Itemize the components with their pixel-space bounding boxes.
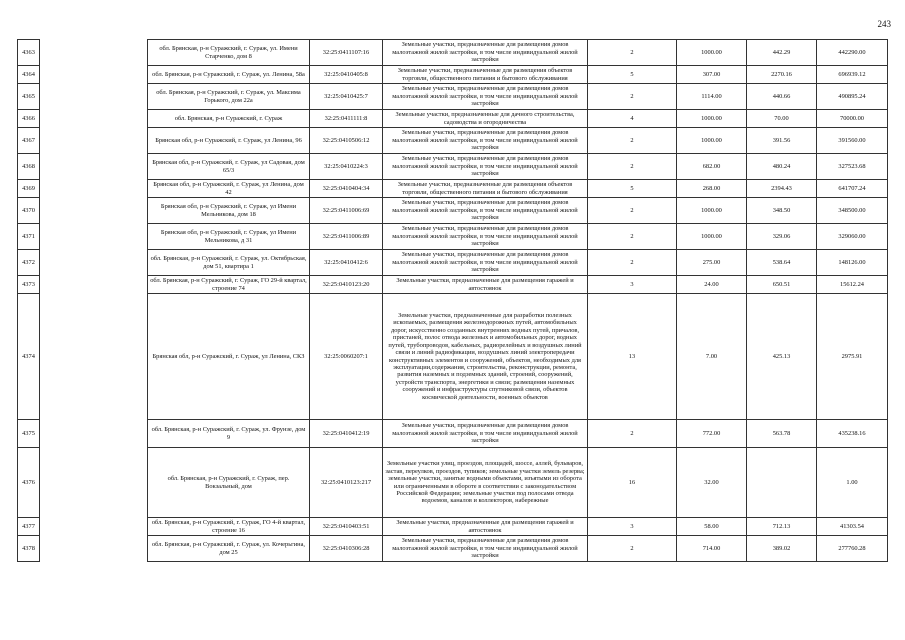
row-spacer xyxy=(40,66,148,84)
area-cell: 7.00 xyxy=(677,294,747,420)
address-cell: обл. Брянская, р-н Суражский, г. Сураж, ул. Ленина, 58а xyxy=(148,66,310,84)
address-cell: обл. Брянская, р-н Суражский, г. Сураж, ул. Кочерьгина, дом 25 xyxy=(148,536,310,562)
cadastral-value-cell: 148126.00 xyxy=(817,250,888,276)
table-row xyxy=(18,448,888,518)
row-number: 4371 xyxy=(18,224,40,250)
rate-cell: 650.51 xyxy=(747,276,817,294)
address-cell: обл. Брянская, р-н Суражский, г. Сураж, ул. Максима Горького, дом 22а xyxy=(148,84,310,110)
table-row xyxy=(18,276,888,294)
row-spacer xyxy=(40,224,148,250)
row-number: 4364 xyxy=(18,66,40,84)
use-group-cell: 3 xyxy=(588,276,677,294)
rate-cell: 538.64 xyxy=(747,250,817,276)
address-cell: обл. Брянская, р-н Суражский, г. Сураж, пер. Вокзальный, дом xyxy=(148,448,310,518)
row-spacer xyxy=(40,198,148,224)
cadastral-value-cell: 277760.28 xyxy=(817,536,888,562)
table-row xyxy=(18,180,888,198)
row-number: 4376 xyxy=(18,448,40,518)
land-use-cell: Земельные участки, предназначенные для размещения гаражей и автостоянок xyxy=(383,276,588,294)
land-use-cell: Земельные участки, предназначенные для размещения домов малоэтажной жилой застройки, в том числе индивидуальной жилой застройки xyxy=(383,40,588,66)
rate-cell: 389.02 xyxy=(747,536,817,562)
use-group-cell: 2 xyxy=(588,250,677,276)
row-spacer xyxy=(40,84,148,110)
table-row xyxy=(18,66,888,84)
use-group-cell: 5 xyxy=(588,66,677,84)
area-cell: 268.00 xyxy=(677,180,747,198)
cadastral-value-cell: 1.00 xyxy=(817,448,888,518)
area-cell: 1000.00 xyxy=(677,40,747,66)
address-cell: обл. Брянская, р-н Суражский, г. Сураж, ул. Имени Старченко, дом 8 xyxy=(148,40,310,66)
row-spacer xyxy=(40,448,148,518)
area-cell: 32.00 xyxy=(677,448,747,518)
use-group-cell: 2 xyxy=(588,128,677,154)
table-row xyxy=(18,536,888,562)
rate-cell xyxy=(747,448,817,518)
cadastral-value-cell: 2975.91 xyxy=(817,294,888,420)
land-use-cell: Земельные участки улиц, проездов, площадей, шоссе, аллей, бульваров, застав, переулков, проездов, тупиков; земельные участки земель резерва; земельные участки, занятые водными объектами, изъятыми из оборота или ограниченными в обороте в соответствии с законодательством Российской Федерации; земельные участки под полосами отвода водоемов, каналов и коллекторов, набережные xyxy=(383,448,588,518)
row-spacer xyxy=(40,518,148,536)
row-spacer xyxy=(40,420,148,448)
cadastral-number-cell: 32:25:0410123:217 xyxy=(310,448,383,518)
use-group-cell: 2 xyxy=(588,154,677,180)
address-cell: Брянская обл, р-н Суражский, г. Сураж, ул Ленина, 96 xyxy=(148,128,310,154)
table-row xyxy=(18,250,888,276)
land-use-cell: Земельные участки, предназначенные для размещения домов малоэтажной жилой застройки, в том числе индивидуальной жилой застройки xyxy=(383,250,588,276)
cadastral-value-cell: 348500.00 xyxy=(817,198,888,224)
row-spacer xyxy=(40,180,148,198)
use-group-cell: 13 xyxy=(588,294,677,420)
area-cell: 58.00 xyxy=(677,518,747,536)
cadastral-value-cell: 329060.00 xyxy=(817,224,888,250)
land-use-cell: Земельные участки, предназначенные для размещения объектов торговли, общественного питания и бытового обслуживания xyxy=(383,180,588,198)
cadastral-value-cell: 442290.00 xyxy=(817,40,888,66)
use-group-cell: 2 xyxy=(588,224,677,250)
row-number: 4365 xyxy=(18,84,40,110)
row-number: 4372 xyxy=(18,250,40,276)
area-cell: 24.00 xyxy=(677,276,747,294)
cadastral-number-cell: 32:25:0410412:6 xyxy=(310,250,383,276)
row-spacer xyxy=(40,154,148,180)
cadastral-number-cell: 32:25:0410506:12 xyxy=(310,128,383,154)
row-spacer xyxy=(40,250,148,276)
table-body xyxy=(18,40,888,562)
table-row xyxy=(18,40,888,66)
rate-cell: 440.66 xyxy=(747,84,817,110)
land-use-cell: Земельные участки, предназначенные для размещения домов малоэтажной жилой застройки, в том числе индивидуальной жилой застройки xyxy=(383,536,588,562)
land-use-cell: Земельные участки, предназначенные для размещения объектов торговли, общественного питания и бытового обслуживания xyxy=(383,66,588,84)
cadastral-number-cell: 32:25:0410404:34 xyxy=(310,180,383,198)
address-cell: обл. Брянская, р-н Суражский, г. Сураж, ГО 29-й квартал, строение 74 xyxy=(148,276,310,294)
cadastral-number-cell: 32:25:0411111:8 xyxy=(310,110,383,128)
row-number: 4378 xyxy=(18,536,40,562)
table-row xyxy=(18,128,888,154)
rate-cell: 70.00 xyxy=(747,110,817,128)
area-cell: 682.00 xyxy=(677,154,747,180)
table-row xyxy=(18,154,888,180)
row-number: 4377 xyxy=(18,518,40,536)
cadastral-number-cell: 32:25:0060207:1 xyxy=(310,294,383,420)
rate-cell: 329.06 xyxy=(747,224,817,250)
use-group-cell: 5 xyxy=(588,180,677,198)
address-cell: обл. Брянская, р-н Суражский, г. Сураж xyxy=(148,110,310,128)
use-group-cell: 2 xyxy=(588,84,677,110)
row-number: 4370 xyxy=(18,198,40,224)
row-number: 4366 xyxy=(18,110,40,128)
row-number: 4375 xyxy=(18,420,40,448)
cadastral-number-cell: 32:25:0410412:19 xyxy=(310,420,383,448)
cadastral-number-cell: 32:25:0411006:89 xyxy=(310,224,383,250)
area-cell: 1114.00 xyxy=(677,84,747,110)
cadastral-number-cell: 32:25:0410405:8 xyxy=(310,66,383,84)
land-use-cell: Земельные участки, предназначенные для размещения домов малоэтажной жилой застройки, в том числе индивидуальной жилой застройки xyxy=(383,420,588,448)
rate-cell: 425.13 xyxy=(747,294,817,420)
address-cell: Брянская обл, р-н Суражский, г. Сураж, ул Ленина, СКЗ xyxy=(148,294,310,420)
table-row xyxy=(18,294,888,420)
area-cell: 1000.00 xyxy=(677,110,747,128)
table-row xyxy=(18,224,888,250)
area-cell: 275.00 xyxy=(677,250,747,276)
cadastral-number-cell: 32:25:0411107:16 xyxy=(310,40,383,66)
use-group-cell: 16 xyxy=(588,448,677,518)
table-row xyxy=(18,518,888,536)
land-use-cell: Земельные участки, предназначенные для размещения домов малоэтажной жилой застройки, в том числе индивидуальной жилой застройки xyxy=(383,224,588,250)
row-spacer xyxy=(40,276,148,294)
cadastral-value-cell: 15612.24 xyxy=(817,276,888,294)
area-cell: 1000.00 xyxy=(677,224,747,250)
row-number: 4374 xyxy=(18,294,40,420)
cadastral-value-cell: 41303.54 xyxy=(817,518,888,536)
row-spacer xyxy=(40,110,148,128)
address-cell: Брянская обл, р-н Суражский, г. Сураж, ул Ленина, дом 42 xyxy=(148,180,310,198)
row-number: 4363 xyxy=(18,40,40,66)
cadastral-number-cell: 32:25:0410425:7 xyxy=(310,84,383,110)
rate-cell: 442.29 xyxy=(747,40,817,66)
cadastral-value-cell: 391560.00 xyxy=(817,128,888,154)
row-spacer xyxy=(40,536,148,562)
address-cell: обл. Брянская, р-н Суражский, г. Сураж, ГО 4-й квартал, строение 16 xyxy=(148,518,310,536)
rate-cell: 480.24 xyxy=(747,154,817,180)
row-number: 4367 xyxy=(18,128,40,154)
address-cell: обл. Брянская, р-н Суражский, г. Сураж, ул. Октябрьская, дом 51, квартира 1 xyxy=(148,250,310,276)
cadastral-value-cell: 641707.24 xyxy=(817,180,888,198)
rate-cell: 348.50 xyxy=(747,198,817,224)
land-registry-table xyxy=(17,39,888,562)
address-cell: Брянская обл, р-н Суражский, г. Сураж, ул Садовая, дом 65/3 xyxy=(148,154,310,180)
row-spacer xyxy=(40,294,148,420)
area-cell: 714.00 xyxy=(677,536,747,562)
cadastral-number-cell: 32:25:0410306:28 xyxy=(310,536,383,562)
table-row xyxy=(18,84,888,110)
use-group-cell: 2 xyxy=(588,420,677,448)
cadastral-value-cell: 435238.16 xyxy=(817,420,888,448)
row-number: 4373 xyxy=(18,276,40,294)
use-group-cell: 4 xyxy=(588,110,677,128)
cadastral-number-cell: 32:25:0410403:51 xyxy=(310,518,383,536)
land-use-cell: Земельные участки, предназначенные для размещения домов малоэтажной жилой застройки, в том числе индивидуальной жилой застройки xyxy=(383,154,588,180)
cadastral-value-cell: 327523.68 xyxy=(817,154,888,180)
row-number: 4369 xyxy=(18,180,40,198)
land-use-cell: Земельные участки, предназначенные для размещения домов малоэтажной жилой застройки, в том числе индивидуальной жилой застройки xyxy=(383,198,588,224)
cadastral-number-cell: 32:25:0410224:3 xyxy=(310,154,383,180)
cadastral-number-cell: 32:25:0411006:69 xyxy=(310,198,383,224)
land-use-cell: Земельные участки, предназначенные для дачного строительства, садоводства и огородничества xyxy=(383,110,588,128)
rate-cell: 563.78 xyxy=(747,420,817,448)
area-cell: 772.00 xyxy=(677,420,747,448)
cadastral-value-cell: 70000.00 xyxy=(817,110,888,128)
table-row xyxy=(18,198,888,224)
land-use-cell: Земельные участки, предназначенные для разработки полезных ископаемых, размещения железнодорожных путей, автомобильных дорог, искусственно созданных внутренних водных путей, причалов, пристаней, полос отвода железных и автомобильных дорог, водных путей, трубопроводов, кабельных, радиорелейных и воздушных линий связи и линий радиофикации, воздушных линий электропередачи конструктивных элементов и сооружений, объектов, необходимых для эксплуатации,содержания, строительства, реконструкции, ремонта, развития наземных и подземных зданий, строений, сооружений, устройств транспорта, энергетики и связи; размещения наземных сооружений и инфраструктуры спутниковой связи, объектов космической деятельности, военных объектов xyxy=(383,294,588,420)
rate-cell: 2394.43 xyxy=(747,180,817,198)
use-group-cell: 2 xyxy=(588,536,677,562)
use-group-cell: 3 xyxy=(588,518,677,536)
address-cell: Брянская обл, р-н Суражский, г. Сураж, ул Имени Мельникова, дом 18 xyxy=(148,198,310,224)
table-row xyxy=(18,110,888,128)
land-use-cell: Земельные участки, предназначенные для размещения домов малоэтажной жилой застройки, в том числе индивидуальной жилой застройки xyxy=(383,84,588,110)
land-use-cell: Земельные участки, предназначенные для размещения домов малоэтажной жилой застройки, в том числе индивидуальной жилой застройки xyxy=(383,128,588,154)
address-cell: обл. Брянская, р-н Суражский, г. Сураж, ул. Фрунзе, дом 9 xyxy=(148,420,310,448)
table-row xyxy=(18,420,888,448)
area-cell: 307.00 xyxy=(677,66,747,84)
cadastral-value-cell: 490895.24 xyxy=(817,84,888,110)
area-cell: 1000.00 xyxy=(677,128,747,154)
cadastral-number-cell: 32:25:0410123:20 xyxy=(310,276,383,294)
rate-cell: 2270.16 xyxy=(747,66,817,84)
row-spacer xyxy=(40,40,148,66)
land-use-cell: Земельные участки, предназначенные для размещения гаражей и автостоянок xyxy=(383,518,588,536)
use-group-cell: 2 xyxy=(588,40,677,66)
row-number: 4368 xyxy=(18,154,40,180)
row-spacer xyxy=(40,128,148,154)
address-cell: Брянская обл, р-н Суражский, г. Сураж, ул Имени Мельникова, д 31 xyxy=(148,224,310,250)
rate-cell: 391.56 xyxy=(747,128,817,154)
use-group-cell: 2 xyxy=(588,198,677,224)
page-number: 243 xyxy=(877,19,891,29)
area-cell: 1000.00 xyxy=(677,198,747,224)
rate-cell: 712.13 xyxy=(747,518,817,536)
cadastral-value-cell: 696939.12 xyxy=(817,66,888,84)
